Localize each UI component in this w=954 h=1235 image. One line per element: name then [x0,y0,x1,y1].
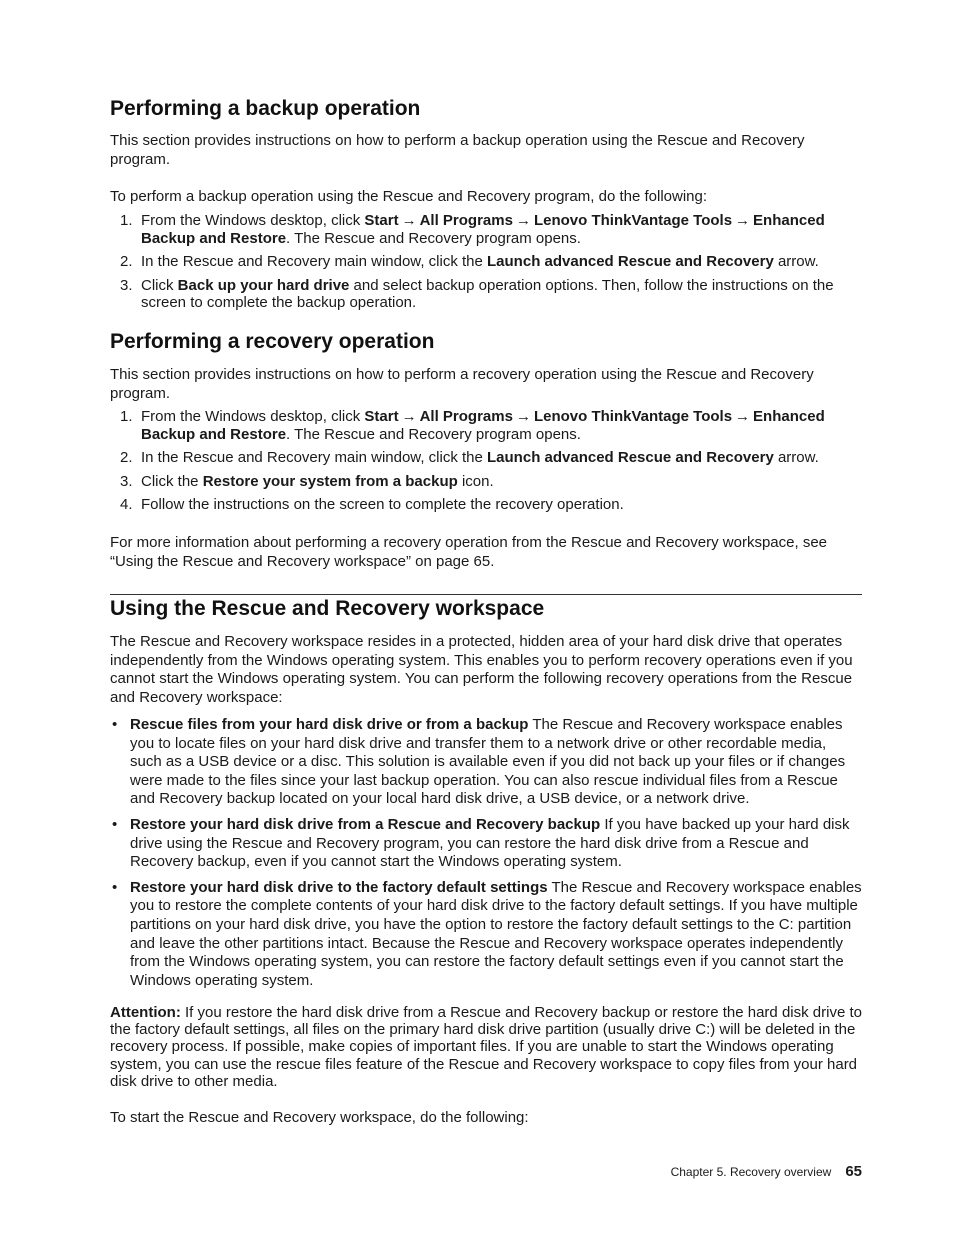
page-number: 65 [845,1163,862,1180]
arrow-icon: → [401,408,417,425]
arrow-icon: → [515,408,531,425]
arrow-icon: → [515,212,531,229]
recovery-intro: This section provides instructions on how to perform a recovery operation using the Rescue and Recovery program. [110,366,814,402]
list-item: • Restore your hard disk drive to the factory default settings The Rescue and Recovery workspace enables you to restore the complete contents of your hard disk drive to the factory default settings. If you have multiple partitions on your hard disk drive, you have the option to restore the factory default settings to the C: partition and leave the other partitions intact. Because the Rescue and Recovery workspace operates independently from the Windows operating system, you can restore the factory default settings even if you cannot start the Windows operating system. [112,878,862,989]
arrow-icon: → [735,408,751,425]
list-item: • Restore your hard disk drive from a Rescue and Recovery backup If you have backed up your hard disk drive using the Rescue and Recovery program, you can restore the hard disk drive from a Rescue and Recovery backup, even if you cannot start the Windows operating system. [112,815,850,871]
list-item: 2. In the Rescue and Recovery main window, click the Launch advanced Rescue and Recovery arrow. [120,449,819,466]
workspace-intro: The Rescue and Recovery workspace resides in a protected, hidden area of your hard disk drive that operates independently from the Windows operating system. This enables you to perform recovery operations even if you cannot start the Windows operating system. You can perform the following recovery operations from the Rescue and Recovery workspace: [110,633,853,706]
page-footer [671,1163,862,1180]
list-item: 3. Click Back up your hard drive and select backup operation options. Then, follow the instructions on the screen to complete the backup operation. [120,276,834,311]
heading-backup: Performing a backup operation [110,97,421,120]
heading-recovery: Performing a recovery operation [110,330,435,353]
arrow-icon: → [401,212,417,229]
attention-note: Attention: If you restore the hard disk drive from a Rescue and Recovery backup or restore the hard disk drive to the factory default settings, all files on the primary hard disk drive partition (usually drive C:) will be deleted in the recovery process. If possible, make copies of important files. If you are unable to start the Windows operating system, you can use the rescue files feature of the Rescue and Recovery workspace to copy files from your hard disk drive to other media. [110,1004,862,1090]
workspace-start-lead: To start the Rescue and Recovery workspace, do the following: [110,1109,529,1126]
footer-chapter: Chapter 5. Recovery overview [670,1165,832,1179]
list-item: 1. From the Windows desktop, click Start → All Programs → Lenovo ThinkVantage Tools → Enhanced Backup and Restore. The Rescue and Recovery program opens. [120,408,825,443]
heading-workspace: Using the Rescue and Recovery workspace [110,597,545,620]
recovery-more-info: For more information about performing a recovery operation from the Rescue and Recovery workspace, see “Using the Rescue and Recovery workspace” on page 65. [110,534,828,570]
bullet-icon: • [112,878,118,896]
list-item: 2. In the Rescue and Recovery main window, click the Launch advanced Rescue and Recovery arrow. [120,253,819,270]
bullet-icon: • [112,716,118,733]
list-item: 1. From the Windows desktop, click Start → All Programs → Lenovo ThinkVantage Tools → Enhanced Backup and Restore. The Rescue and Recovery program opens. [120,212,825,247]
list-item: • Rescue files from your hard disk drive or from a backup The Rescue and Recovery workspace enables you to locate files on your hard disk drive and transfer them to a network drive or other recordable media, such as a USB device or a disc. This solution is available even if you did not back up your files or if changes were made to the files since your last backup operation. You can also rescue individual files from a Rescue and Recovery backup located on your local hard disk drive, a USB device, or a network drive. [112,716,846,808]
attention-label: Attention: [110,1004,181,1021]
list-item: 4. Follow the instructions on the screen to complete the recovery operation. [120,496,624,513]
recovery-steps [110,408,862,520]
section-divider [110,594,862,595]
backup-intro: This section provides instructions on how to perform a backup operation using the Rescue and Recovery program. [110,132,805,168]
list-item: 3. Click the Restore your system from a backup icon. [120,472,494,490]
backup-steps [110,212,862,318]
arrow-icon: → [735,212,751,229]
bullet-icon: • [112,815,118,833]
backup-lead: To perform a backup operation using the Rescue and Recovery program, do the following: [110,188,708,205]
workspace-options [110,716,862,997]
